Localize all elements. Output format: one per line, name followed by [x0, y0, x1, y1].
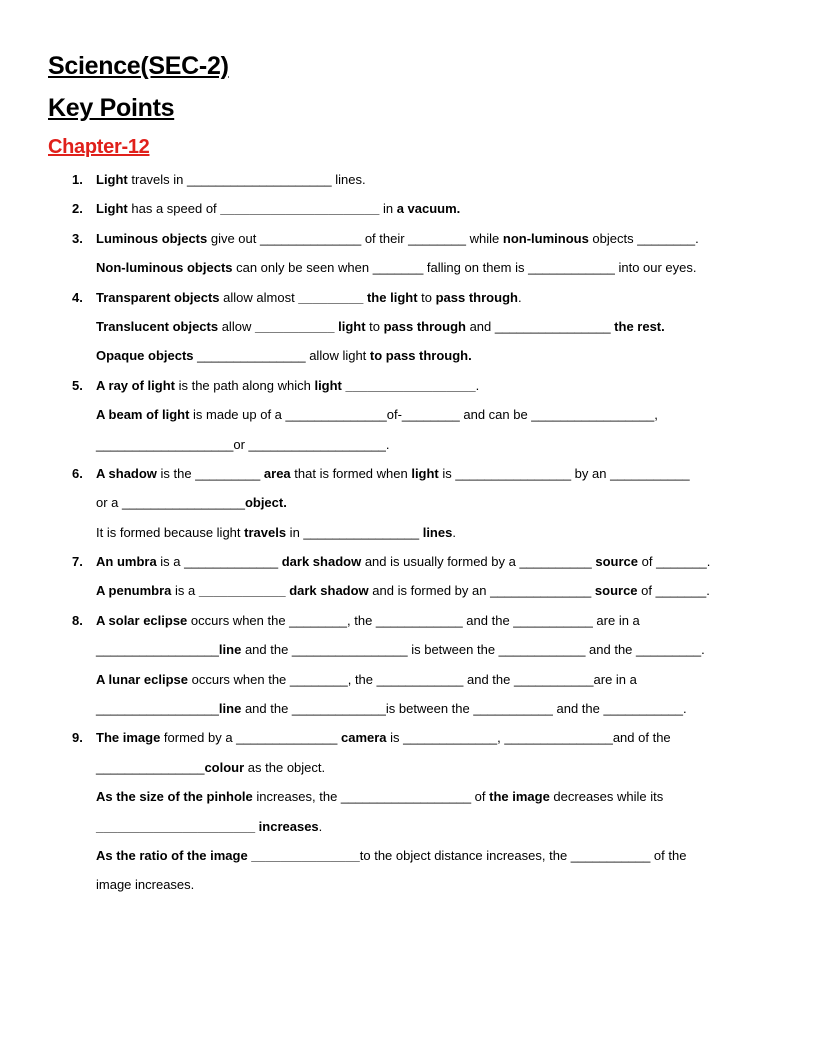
text-segment: in	[379, 201, 397, 217]
line-text	[96, 260, 697, 275]
bold-text: Opaque objects	[96, 348, 194, 364]
key-points-list	[0, 170, 816, 905]
text-segment: occurs when the ________, the ____________ and the ___________are in a	[188, 671, 637, 687]
item-number: 4.	[72, 289, 83, 305]
line-text	[96, 172, 366, 187]
bold-text: pass through	[435, 289, 518, 305]
bold-text: A lunar eclipse	[96, 671, 188, 687]
text-segment: give out ______________ of their ________ while	[207, 230, 503, 246]
list-item-line	[0, 229, 816, 258]
text-segment: to	[365, 318, 384, 334]
line-text	[96, 319, 665, 334]
bold-text: camera	[341, 730, 387, 746]
list-item-line	[0, 346, 816, 375]
item-number: 6.	[72, 465, 83, 481]
bold-text: A penumbra	[96, 583, 172, 599]
text-segment: and the _____________is between the ___________ and the ___________.	[241, 701, 687, 717]
line-text	[96, 407, 658, 422]
item-number: 9.	[72, 730, 83, 746]
text-segment: is made up of a ______________of-________ and can be _________________,	[189, 407, 658, 423]
bold-text: lines	[422, 524, 453, 540]
list-item-line	[0, 581, 816, 610]
bold-text: light	[411, 465, 439, 481]
bold-text: A shadow	[96, 465, 157, 481]
bold-text: _________ the light	[298, 289, 418, 305]
bold-text: a vacuum.	[396, 201, 461, 217]
bold-text: Light	[96, 201, 128, 217]
list-item-line	[0, 435, 816, 464]
bold-text: ___________ light	[254, 318, 366, 334]
bold-text: light __________________	[314, 377, 476, 393]
line-text	[96, 877, 194, 892]
text-segment: to the object distance increases, the ___________ of the	[359, 847, 687, 863]
item-number: 5.	[72, 377, 83, 393]
bold-text: Non-luminous objects	[96, 260, 233, 276]
line-text	[96, 642, 705, 657]
list-item-line	[0, 640, 816, 669]
text-segment: or a _________________	[96, 495, 245, 511]
list-item-line	[0, 199, 816, 228]
bold-text: area	[263, 465, 291, 481]
bold-text: A beam of light	[96, 407, 190, 423]
bold-text: the rest.	[614, 318, 665, 334]
item-number: 7.	[72, 554, 83, 570]
bold-text: Luminous objects	[96, 230, 208, 246]
item-number: 8.	[72, 612, 83, 628]
list-item-line	[0, 288, 816, 317]
text-segment: objects ________.	[588, 230, 699, 246]
text-segment: .	[475, 377, 480, 393]
text-segment: and the ________________ is between the ____________ and the _________.	[241, 642, 705, 658]
bold-text: line	[218, 701, 242, 717]
bold-text: line	[218, 642, 242, 658]
text-segment: increases, the __________________ of	[252, 789, 490, 805]
list-item-line	[0, 376, 816, 405]
line-text	[96, 525, 456, 540]
text-segment: that is formed when	[290, 465, 412, 481]
list-item-line	[0, 258, 816, 287]
list-item-line	[0, 699, 816, 728]
line-text	[96, 231, 699, 246]
text-segment: and is formed by an ______________	[368, 583, 595, 599]
list-item-line	[0, 611, 816, 640]
list-item-line	[0, 670, 816, 699]
text-segment: allow almost	[219, 289, 299, 305]
list-item-line	[0, 552, 816, 581]
bold-text: The image	[96, 730, 161, 746]
text-segment: as the object.	[244, 759, 326, 775]
line-text	[96, 466, 690, 481]
text-segment: in ________________	[286, 524, 423, 540]
bold-text: source	[595, 554, 639, 570]
bold-text: ______________________ increases	[96, 818, 319, 834]
text-segment: is a _____________	[156, 554, 282, 570]
bold-text: ______________________	[220, 201, 380, 217]
text-segment: .	[318, 818, 323, 834]
bold-text: Light	[96, 172, 128, 187]
list-item-line	[0, 846, 816, 875]
text-segment: has a speed of	[127, 201, 221, 217]
text-segment: is _____________, _______________and of the	[386, 730, 671, 746]
text-segment: .	[452, 524, 456, 540]
line-text	[96, 819, 322, 834]
bold-text: pass through	[383, 318, 466, 334]
line-text	[96, 201, 460, 216]
document-title: Science(SEC-2)	[48, 52, 229, 80]
section-heading: Key Points	[48, 94, 175, 122]
text-segment: of _______.	[637, 583, 710, 599]
line-text	[96, 495, 287, 510]
text-segment: image increases.	[96, 877, 195, 893]
item-number: 2.	[72, 201, 83, 217]
list-item-line	[0, 464, 816, 493]
text-segment: decreases while its	[549, 789, 664, 805]
text-segment: is the path along which	[174, 377, 315, 393]
text-segment: travels in ____________________ lines.	[127, 172, 366, 187]
text-segment: .	[517, 289, 522, 305]
line-text	[96, 613, 640, 628]
text-segment: to	[417, 289, 436, 305]
list-item-line	[0, 787, 816, 816]
bold-text: As the ratio of the image _______________	[96, 847, 360, 863]
list-item-line	[0, 758, 816, 787]
text-segment: formed by a ______________	[160, 730, 341, 746]
bold-text: Transparent objects	[96, 289, 220, 305]
text-segment: is a	[171, 583, 199, 599]
line-text	[96, 290, 522, 305]
item-number: 3.	[72, 230, 83, 246]
list-item-line	[0, 170, 816, 199]
bold-text: A solar eclipse	[96, 612, 188, 628]
bold-text: A ray of light	[96, 377, 175, 393]
bold-text: object.	[244, 495, 287, 511]
line-text	[96, 672, 637, 687]
text-segment: _______________	[96, 759, 205, 775]
chapter-heading: Chapter-12	[48, 136, 150, 158]
list-item-line	[0, 317, 816, 346]
bold-text: to pass through.	[369, 348, 472, 364]
line-text	[96, 730, 671, 745]
bold-text: colour	[204, 759, 245, 775]
line-text	[96, 348, 472, 363]
bold-text: dark shadow	[281, 554, 362, 570]
line-text	[96, 583, 710, 598]
bold-text: ____________ dark shadow	[198, 583, 369, 599]
text-segment: It is formed because light	[96, 524, 245, 540]
bold-text: As the size of the pinhole	[96, 789, 253, 805]
bold-text: the image	[489, 789, 550, 805]
item-number: 1.	[72, 172, 83, 187]
line-text	[96, 789, 663, 804]
text-segment: _________________	[96, 701, 219, 717]
line-text	[96, 437, 390, 452]
line-text	[96, 378, 479, 393]
bold-text: Translucent objects	[96, 318, 219, 334]
text-segment: of _______.	[638, 554, 711, 570]
text-segment: is the _________	[156, 465, 264, 481]
text-segment: and ________________	[465, 318, 615, 334]
list-item-line	[0, 523, 816, 552]
list-item-line	[0, 493, 816, 522]
text-segment: can only be seen when _______ falling on them is ____________ into our eyes.	[232, 260, 697, 276]
line-text	[96, 554, 710, 569]
list-item-line	[0, 405, 816, 434]
bold-text: travels	[244, 524, 287, 540]
line-text	[96, 701, 687, 716]
bold-text: source	[594, 583, 638, 599]
text-segment: and is usually formed by a __________	[361, 554, 596, 570]
text-segment: ___________________or ___________________.	[96, 436, 390, 452]
text-segment: is ________________ by an ___________	[438, 465, 690, 481]
bold-text: An umbra	[96, 554, 157, 570]
text-segment: _________________	[96, 642, 219, 658]
list-item-line	[0, 728, 816, 757]
bold-text: non-luminous	[502, 230, 589, 246]
text-segment: occurs when the ________, the ____________ and the ___________ are in a	[187, 612, 640, 628]
list-item-line	[0, 875, 816, 904]
text-segment: allow	[218, 318, 255, 334]
text-segment: _______________ allow light	[193, 348, 370, 364]
line-text	[96, 760, 325, 775]
line-text	[96, 848, 686, 863]
list-item-line	[0, 817, 816, 846]
